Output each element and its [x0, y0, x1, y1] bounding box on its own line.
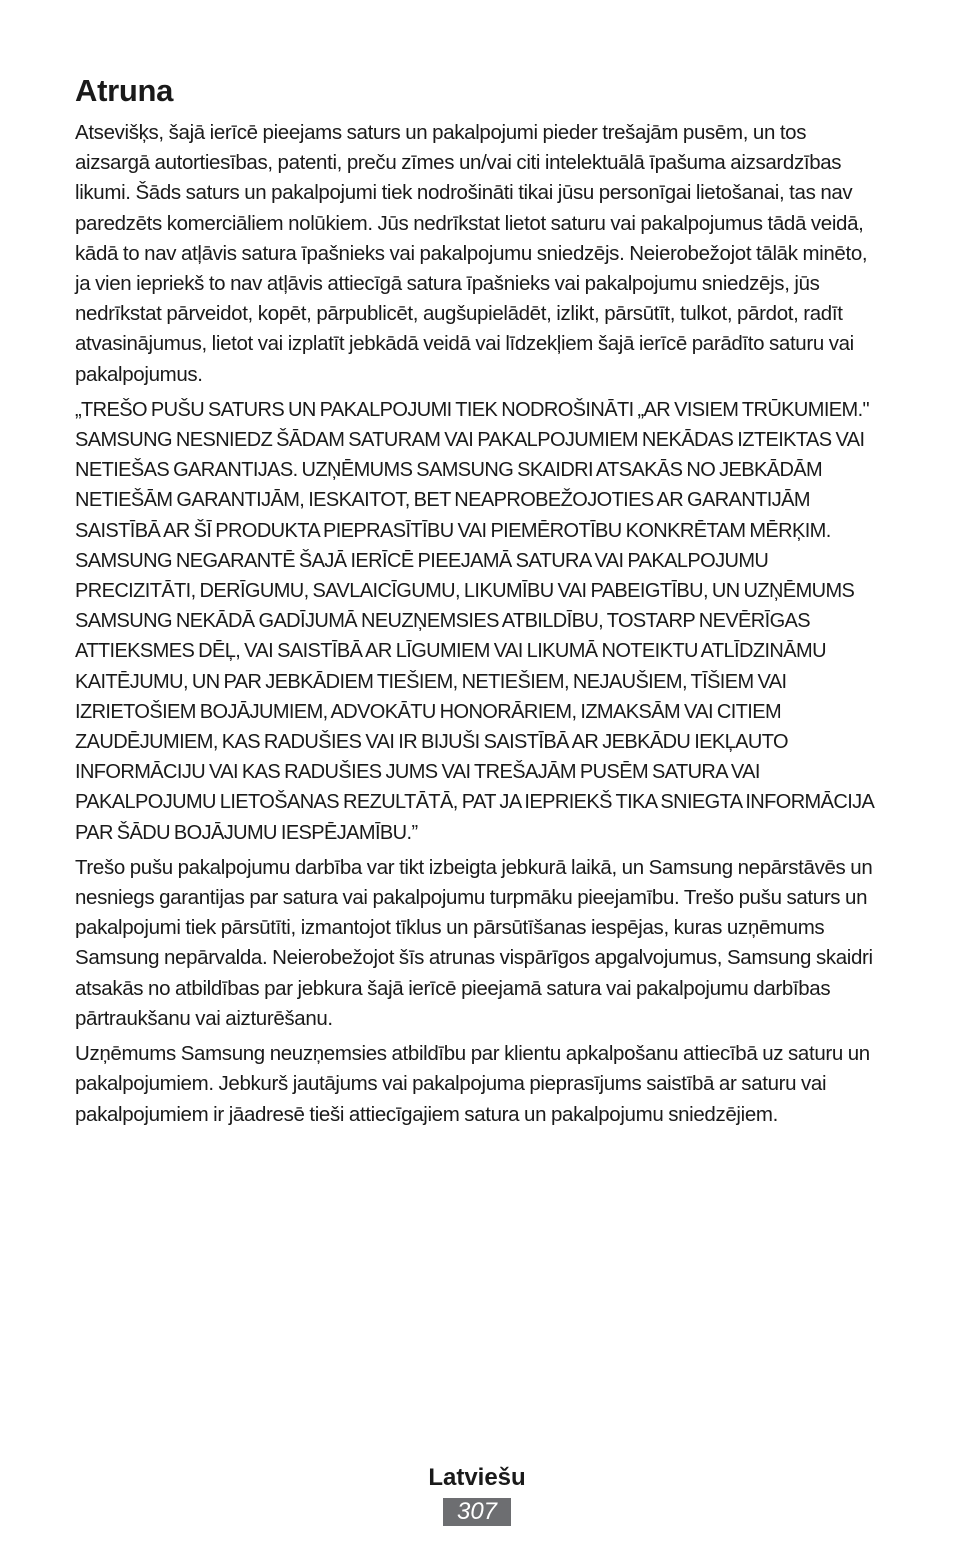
paragraph-customer-service: Uzņēmums Samsung neuzņemsies atbildību par klientu apkalpošanu attiecībā uz saturu un pakalpojumiem. Jebkurš jautājums vai pakalpojuma pieprasījums saistībā ar saturu vai pakalpojumiem ir jāadresē tieši attiecīgajiem satura un pakalpojumu sniedzējiem.: [75, 1042, 870, 1126]
page-footer: [0, 1462, 954, 1526]
footer-language: Latviešu: [428, 1464, 526, 1491]
page-title: Atruna: [75, 73, 174, 108]
paragraph-warranty-disclaimer: „TREŠO PUŠU SATURS UN PAKALPOJUMI TIEK NODROŠINĀTI „AR VISIEM TRŪKUMIEM." SAMSUNG NESNIEDZ ŠĀDAM SATURAM VAI PAKALPOJUMIEM NEKĀDAS IZTEIKTAS VAI NETIEŠAS GARANTIJAS. UZŅĒMUMS SAMSUNG SKAIDRI ATSAKĀS NO JEBKĀDĀM NETIEŠĀM GARANTIJĀM, IESKAITOT, BET NEAPROBEŽOJOTIES AR GARANTIJĀM SAISTĪBĀ AR ŠĪ PRODUKTA PIEPRASĪTĪBU VAI PIEMĒROTĪBU KONKRĒTAM MĒRĶIM. SAMSUNG NEGARANTĒ ŠAJĀ IERĪCĒ PIEEJAMĀ SATURA VAI PAKALPOJUMU PRECIZITĀTI, DERĪGUMU, SAVLAICĪGUMU, LIKUMĪBU VAI PABEIGTĪBU, UN UZŅĒMUMS SAMSUNG NEKĀDĀ GADĪJUMĀ NEUZŅEMSIES ATBILDĪBU, TOSTARP NEVĒRĪGAS ATTIEKSMES DĒĻ, VAI SAISTĪBĀ AR LĪGUMIEM VAI LIKUMĀ NOTEIKTU ATLĪDZINĀMU KAITĒJUMU, UN PAR JEBKĀDIEM TIEŠIEM, NETIEŠIEM, NEJAUŠIEM, TĪŠIEM VAI IZRIETOŠIEM BOJĀJUMIEM, ADVOKĀTU HONORĀRIEM, IZMAKSĀM VAI CITIEM ZAUDĒJUMIEM, KAS RADUŠIES VAI IR BIJUŠI SAISTĪBĀ AR JEBKĀDU IEKĻAUTO INFORMĀCIJU VAI KAS RADUŠIES JUMS VAI TREŠAJĀM PUSĒM SATURA VAI PAKALPOJUMU LIETOŠANAS REZULTĀTĀ, PAT JA IEPRIEKŠ TIKA SNIEGTA INFORMĀCIJA PAR ŠĀDU BOJĀJUMU IESPĒJAMĪBU.”: [75, 398, 874, 844]
paragraph-service-termination: Trešo pušu pakalpojumu darbība var tikt izbeigta jebkurā laikā, un Samsung nepārstāvēs un nesniegs garantijas par satura vai pakalpojumu turpmāku pieejamību. Trešo pušu saturs un pakalpojumi tiek pārsūtīti, izmantojot tīklus un pārsūtīšanas iespējas, kuras uzņēmums Samsung nepārvalda. Neierobežojot šīs atrunas vispārīgos apgalvojumus, Samsung skaidri atsakās no atbildības par jebkura šajā ierīcē pieejamā satura vai pakalpojumu darbības pārtraukšanu vai aizturēšanu.: [75, 855, 873, 1030]
page-number: 307: [443, 1498, 511, 1526]
paragraph-intro: Atsevišķs, šajā ierīcē pieejams saturs un pakalpojumi pieder trešajām pusēm, un tos aizsargā autortiesības, patenti, preču zīmes un/vai citi intelektuālā īpašuma aizsardzības likumi. Šāds saturs un pakalpojumi tiek nodrošināti tikai jūsu personīgai lietošanai, tas nav paredzēts komerciāliem nolūkiem. Jūs nedrīkstat lietot saturu vai pakalpojumus tādā veidā, kādā to nav atļāvis satura īpašnieks vai pakalpojumu sniedzējs. Neierobežojot tālāk minēto, ja vien iepriekš to nav atļāvis attiecīgā satura īpašnieks vai pakalpojumu sniedzējs, jūs nedrīkstat pārveidot, kopēt, pārpublicēt, augšupielādēt, izlikt, pārsūtīt, tulkot, pārdot, radīt atvasinājumus, lietot vai izplatīt jebkādā veidā vai līdzekļiem šajā ierīcē parādīto saturu vai pakalpojumus.: [75, 121, 868, 386]
document-body: [75, 70, 885, 1135]
